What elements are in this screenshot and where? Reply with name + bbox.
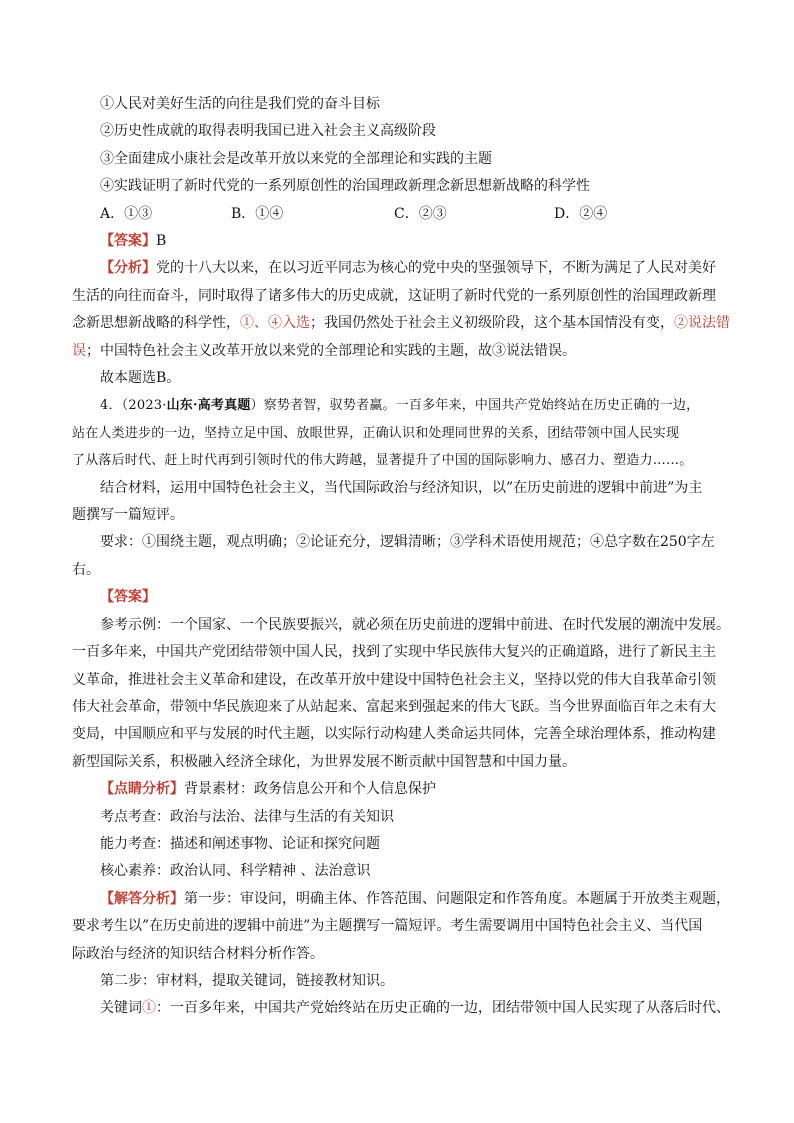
point-text: 背景素材：政务信息公开和个人信息保护 (184, 781, 436, 798)
option-d: D．②④ (554, 205, 608, 222)
q4-task-line-2: 题撰写一篇短评。 (72, 507, 184, 524)
q4-requirement-line-1: 要求：①围绕主题，观点明确；②论证充分，逻辑清晰；③学科术语使用规范；④总字数在250字左 (100, 534, 715, 551)
document-page (72, 91, 732, 1023)
option-a: A．①③ (100, 205, 153, 222)
solve-line-3: 际政治与经济的知识结合材料分析作答。 (72, 945, 324, 962)
q4-requirement-line-2: 右。 (72, 561, 100, 578)
sample-line-5: 变局，中国顺应和平与发展的时代主题，以实际行动构建人类命运共同体，完善全球治理体系，推动构建 (72, 726, 716, 743)
q4-answer-tag (72, 584, 732, 611)
statement-3: ③全面建成小康社会是改革开放以来党的全部理论和实践的主题 (100, 150, 492, 167)
sample-line-4: 伟大社会革命，带领中华民族迎来了从站起来、富起来到强起来的伟大飞跃。当今世界面临百年之未有大 (72, 698, 716, 715)
sample-line-3: 义革命，推进社会主义革命和建设，在改革开放中建设中国特色社会主义，坚持以党的伟大自我革命引领 (72, 671, 716, 688)
keyword-text: ：一百多年来，中国共产党始终站在历史正确的一边，团结带领中国人民实现了从落后时代、 (156, 1000, 730, 1017)
sample-line-6: 新型国际关系，积极融入经济全球化，为世界发展不断贡献中国智慧和中国力量。 (72, 753, 576, 770)
q4-task-line-1: 结合材料，运用中国特色社会主义，当代国际政治与经济知识，以”在历史前进的逻辑中前进”为主 (100, 479, 703, 496)
step-two: 第二步：审材料，提取关键词，链接教材知识。 (100, 972, 394, 989)
q3-analysis-line-4 (72, 338, 732, 365)
sample-line-2: 一百多年来，中国共产党团结带领中国人民，找到了实现中华民族伟大复兴的正确道路，进行了新民主主 (72, 644, 716, 661)
answer-tag: 【答案】 (100, 233, 156, 250)
option-b: B．①④ (231, 205, 284, 222)
point-analysis (72, 776, 732, 803)
q3-analysis-line-2: 生活的向往而奋斗，同时取得了诸多伟大的历史成就，这证明了新时代党的一系列原创性的治国理政新理 (72, 287, 716, 304)
literacy: 核心素养：政治认同、科学精神 、法治意识 (100, 863, 371, 880)
statement-2: ②历史性成就的取得表明我国已进入社会主义高级阶段 (100, 123, 436, 140)
q4-material-line-2: 站在人类进步的一边，坚持立足中国、放眼世界，正确认识和处理同世界的关系，团结带领中国人民实现 (72, 425, 680, 441)
ability: 能力考查：描述和阐述事物、论证和探究问题 (100, 835, 380, 852)
q3-answer (72, 228, 732, 255)
q3-analysis-line-1 (72, 255, 732, 282)
statement-4: ④实践证明了新时代党的一系列原创性的治国理政新理念新思想新战略的科学性 (100, 178, 590, 195)
highlight-correct: ①、④入选 (240, 315, 310, 332)
solve-text: 第一步：审设问，明确主体、作答范围、问题限定和作答角度。本题属于开放类主观题， (184, 890, 730, 907)
keyword-line (72, 995, 732, 1022)
analysis-text: 念新思想新战略的科学性， (72, 315, 240, 332)
answer-tag: 【答案】 (100, 589, 156, 606)
exam-points: 考点考查：政治与法治、法律与生活的有关知识 (100, 808, 394, 825)
q4-material-line-1 (72, 392, 732, 419)
analysis-text: ；我国仍然处于社会主义初级阶段，这个基本国情没有变， (310, 315, 674, 332)
analysis-text: ；中国特色社会主义改革开放以来党的全部理论和实践的主题，故③说法错误。 (86, 342, 576, 359)
question-source: 山东·高考真题 (166, 398, 251, 414)
q3-analysis-line-3 (72, 310, 732, 337)
keyword-number: ① (142, 1000, 156, 1017)
analysis-text: 党的十八大以来，在以习近平同志为核心的党中央的坚强领导下，不断为满足了人民对美好 (156, 260, 716, 277)
point-tag: 【点睛分析】 (100, 781, 184, 798)
sample-line-1: 参考示例：一个国家、一个民族要振兴，就必须在历史前进的逻辑中前进、在时代发展的潮流中发展。 (100, 616, 730, 633)
material-text: ）察势者智，驭势者赢。一百多年来，中国共产党始终站在历史正确的一边， (250, 398, 700, 414)
solve-line-1 (72, 886, 732, 913)
option-c: C．②③ (394, 205, 447, 222)
solve-tag: 【解答分析】 (100, 890, 184, 907)
answer-value: B (156, 233, 167, 250)
answer-options (72, 201, 732, 228)
q4-material-line-3: 了从落后时代、赶上时代再到引领时代的伟大跨越，显著提升了中国的国际影响力、感召力、塑造力……。 (72, 453, 693, 469)
statement-1: ①人民对美好生活的向往是我们党的奋斗目标 (100, 96, 380, 112)
analysis-tag: 【分析】 (100, 260, 156, 277)
keyword-label: 关键词 (100, 1000, 142, 1017)
question-number: 4．（2023· (100, 398, 167, 414)
solve-line-2: 要求考生以”在历史前进的逻辑中前进”为主题撰写一篇短评。考生需要调用中国特色社会主义、当代国 (72, 918, 703, 935)
highlight-wrong-cont: 误 (72, 342, 86, 359)
q3-conclusion: 故本题选B。 (100, 370, 181, 387)
highlight-wrong: ②说法错 (674, 315, 730, 332)
